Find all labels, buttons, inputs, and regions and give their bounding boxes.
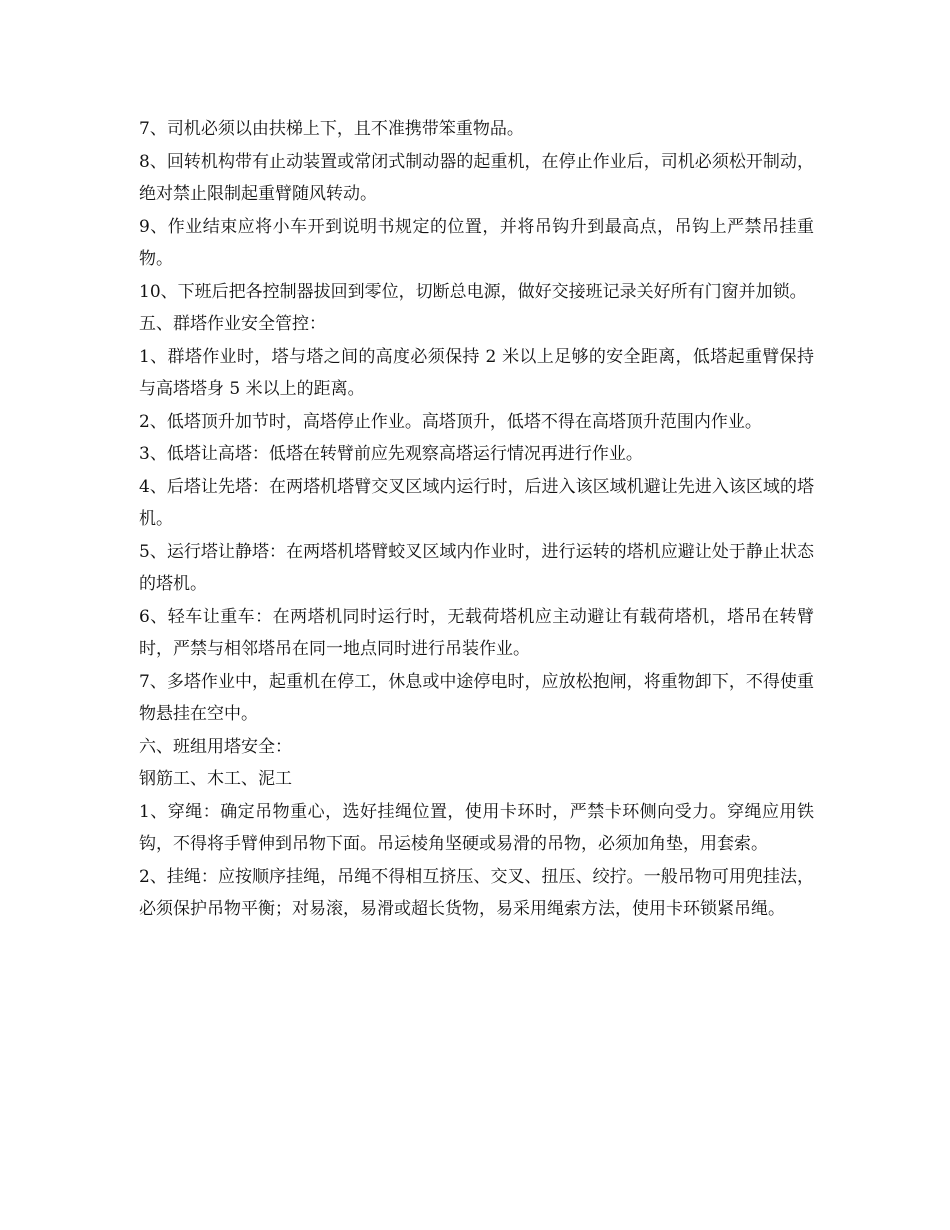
paragraph-slewing-brake: 8、回转机构带有止动装置或常闭式制动器的起重机，在停止作业后，司机必须松开制动，绝对禁止限制起重臂随风转动。 xyxy=(139,151,814,204)
paragraph-driver-ladder: 7、司机必须以由扶梯上下，且不准携带笨重物品。 xyxy=(139,119,524,139)
paragraph-light-yields-heavy: 6、轻车让重车：在两塔机同时运行时，无载荷塔机应主动避让有载荷塔机，塔吊在转臂时，严禁与相邻塔吊在同一地点同时进行吊装作业。 xyxy=(139,606,814,659)
paragraph-hanging-rope: 2、挂绳：应按顺序挂绳，吊绳不得相互挤压、交叉、扭压、绞拧。一般吊物可用兜挂法，必须保护吊物平衡；对易滚，易滑或超长货物，易采用绳索方法，使用卡环锁紧吊绳。 xyxy=(139,866,814,919)
section-heading-team-safety: 六、班组用塔安全： xyxy=(139,736,292,757)
paragraph-later-yields-earlier: 4、后塔让先塔：在两塔机塔臂交叉区域内运行时，后进入该区域机避让先进入该区域的塔机。 xyxy=(139,476,814,529)
paragraph-end-of-shift: 10、下班后把各控制器拔回到零位，切断总电源，做好交接班记录关好所有门窗并加锁。 xyxy=(139,281,807,302)
document-page xyxy=(139,113,814,926)
paragraph-tower-distance: 1、群塔作业时，塔与塔之间的高度必须保持 2 米以上足够的安全距离，低塔起重臂保持与高塔塔身 5 米以上的距离。 xyxy=(139,346,814,399)
paragraph-trolley-position: 9、作业结束应将小车开到说明书规定的位置，并将吊钩升到最高点，吊钩上严禁吊挂重物。 xyxy=(139,216,814,269)
paragraph-threading-rope: 1、穿绳：确定吊物重心，选好挂绳位置，使用卡环时，严禁卡环侧向受力。穿绳应用铁钩，不得将手臂伸到吊物下面。吊运棱角坚硬或易滑的吊物，必须加角垫，用套索。 xyxy=(139,801,814,854)
paragraph-low-yields-high: 3、低塔让高塔：低塔在转臂前应先观察高塔运行情况再进行作业。 xyxy=(139,444,643,464)
paragraph-multi-tower-stop: 7、多塔作业中，起重机在停工，休息或中途停电时，应放松抱闸，将重物卸下，不得使重物悬挂在空中。 xyxy=(139,671,814,724)
paragraph-jacking: 2、低塔顶升加节时，高塔停止作业。高塔顶升，低塔不得在高塔顶升范围内作业。 xyxy=(139,411,762,432)
paragraph-moving-yields-static: 5、运行塔让静塔：在两塔机塔臂蛟叉区域内作业时，进行运转的塔机应避让处于静止状态的塔机。 xyxy=(139,541,814,594)
section-heading-group-tower: 五、群塔作业安全管控： xyxy=(139,314,326,334)
paragraph-trades: 钢筋工、木工、泥工 xyxy=(139,769,292,789)
